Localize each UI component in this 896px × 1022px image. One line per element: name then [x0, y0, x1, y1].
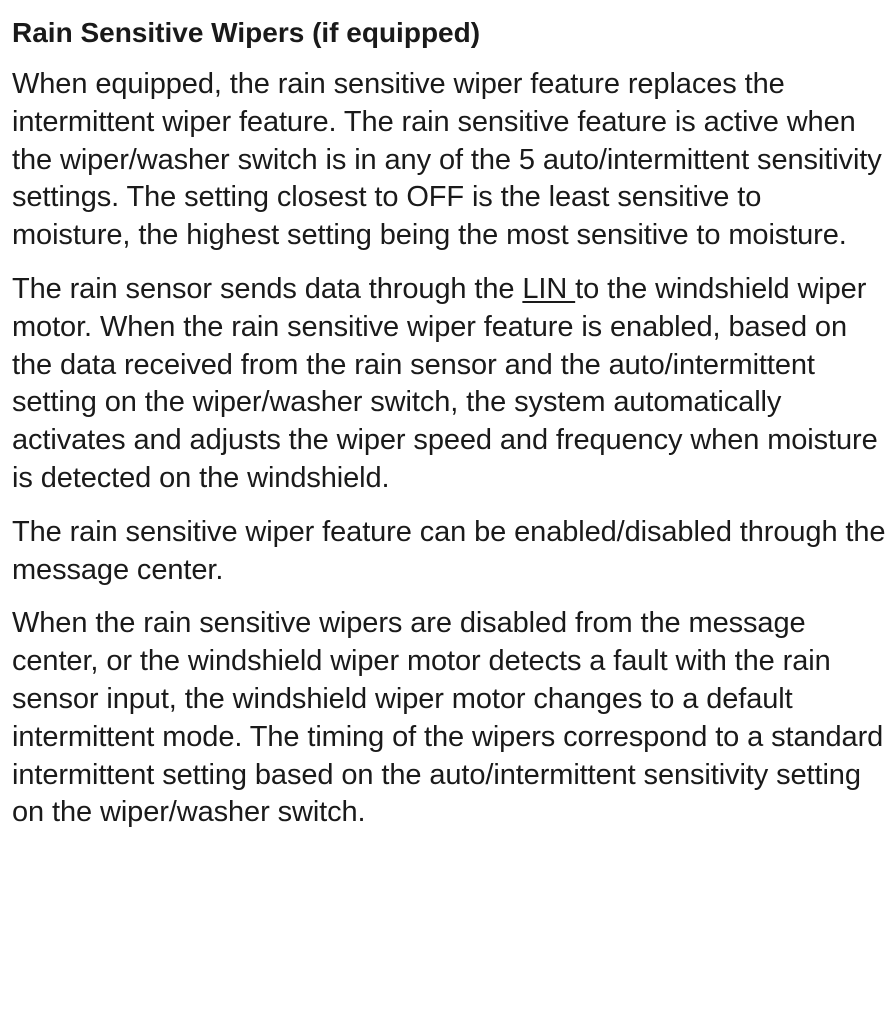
paragraph-overview: When equipped, the rain sensitive wiper feature replaces the intermittent wiper feature. The rain sensitive feature is active when the wiper/washer switch is in any of the 5 auto/intermittent sensitivity settings. The setting closest to OFF is the least sensitive to moisture, the highest setting being the most sensitive to moisture.	[12, 68, 882, 252]
paragraph-default-mode: When the rain sensitive wipers are disabled from the message center, or the windshield wiper motor detects a fault with the rain sensor input, the windshield wiper motor changes to a default intermittent mode. The timing of the wipers correspond to a standard intermittent setting based on the auto/intermittent sensitivity setting on the wiper/washer switch.	[12, 607, 884, 829]
lin-glossary-link[interactable]: LIN	[522, 272, 576, 305]
paragraph-text-before-link: The rain sensor sends data through the	[12, 272, 523, 305]
section-heading: Rain Sensitive Wipers (if equipped)	[12, 17, 481, 48]
paragraph-rain-sensor-data	[12, 271, 886, 498]
paragraph-text-after-link: to the windshield wiper motor. When the rain sensitive wiper feature is enabled, based on the data received from the rain sensor and the auto/intermittent setting on the wiper/washer switch, the system automatically activates and adjusts the wiper speed and frequency when moisture is detected on the windshield.	[12, 272, 878, 494]
paragraph-enable-disable: The rain sensitive wiper feature can be enabled/disabled through the message center.	[12, 515, 886, 586]
